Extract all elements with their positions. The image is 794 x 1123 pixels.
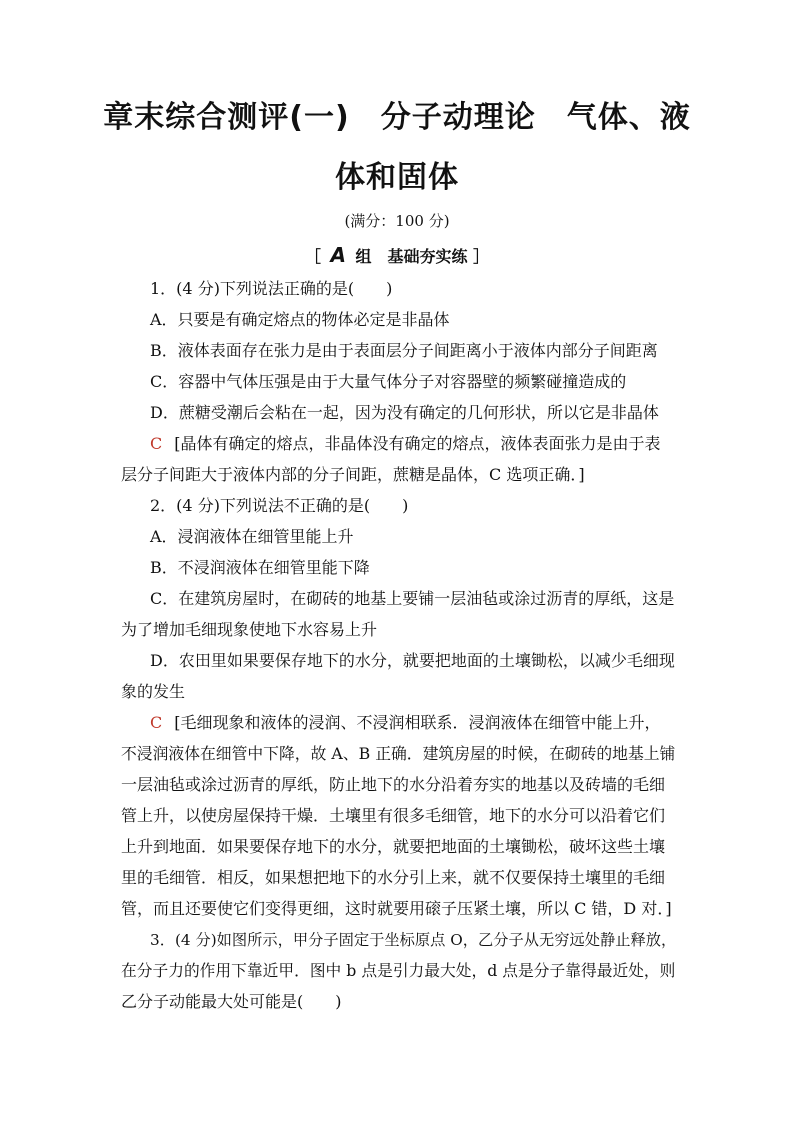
q2-option-d-line2: 象的发生 bbox=[121, 682, 186, 701]
q2-explanation-line3: 一层油毡或涂过沥青的厚纸，防止地下的水分沿着夯实的地基以及砖墙的毛细 bbox=[121, 775, 666, 794]
q1-answer: C bbox=[150, 434, 163, 453]
q2-explanation-line6: 里的毛细管．相反，如果想把地下的水分引上来，就不仅要保持土壤里的毛细 bbox=[121, 868, 666, 887]
q1-option-c: C．容器中气体压强是由于大量气体分子对容器壁的频繁碰撞造成的 bbox=[150, 372, 627, 391]
section-heading bbox=[0, 243, 794, 267]
page-title-continued: 体和固体 bbox=[335, 160, 459, 195]
q2-explanation-line7: 管，而且还要使它们变得更细，这时就要用磙子压紧土壤，所以 C 错，D 对．] bbox=[121, 899, 672, 918]
q2-option-a: A．浸润液体在细管里能上升 bbox=[150, 527, 354, 546]
q1-option-a: A．只要是有确定熔点的物体必定是非晶体 bbox=[150, 310, 450, 329]
q2-option-d: D．农田里如果要保存地下的水分，就要把地面的土壤锄松，以减少毛细现 bbox=[150, 651, 675, 670]
q1-option-d: D．蔗糖受潮后会粘在一起，因为没有确定的几何形状，所以它是非晶体 bbox=[150, 403, 659, 422]
section-bracket-left: ［ bbox=[304, 247, 321, 266]
q1-stem: 1．(4 分)下列说法正确的是( ) bbox=[150, 279, 393, 298]
q3-stem: 3．(4 分)如图所示，甲分子固定于坐标原点 O，乙分子从无穷远处静止释放， bbox=[150, 931, 677, 949]
q1-option-b: B．液体表面存在张力是由于表面层分子间距离小于液体内部分子间距离 bbox=[150, 341, 658, 360]
q2-option-c-line2: 为了增加毛细现象使地下水容易上升 bbox=[121, 620, 378, 639]
q2-option-c: C．在建筑房屋时，在砌砖的地基上要铺一层油毡或涂过沥青的厚纸，这是 bbox=[150, 589, 675, 608]
section-label: 组 基础夯实练 bbox=[355, 247, 468, 266]
q3-stem-line2: 在分子力的作用下靠近甲．图中 b 点是引力最大处，d 点是分子靠得最近处，则 bbox=[121, 961, 676, 980]
page-title: 章末综合测评(一) 分子动理论 气体、液 bbox=[103, 100, 691, 135]
q2-explanation bbox=[150, 713, 661, 733]
q3-stem-line3: 乙分子动能最大处可能是( ) bbox=[121, 992, 342, 1011]
q1-explanation bbox=[150, 434, 661, 454]
q1-explanation-text: [晶体有确定的熔点，非晶体没有确定的熔点，液体表面张力是由于表 bbox=[174, 434, 661, 453]
q2-answer: C bbox=[150, 713, 163, 732]
q2-explanation-line4: 管上升，以使房屋保持干燥．土壤里有很多毛细管，地下的水分可以沿着它们 bbox=[121, 806, 666, 825]
full-score-note: (满分：100 分) bbox=[344, 212, 450, 230]
q2-stem: 2．(4 分)下列说法不正确的是( ) bbox=[150, 496, 409, 515]
q2-option-b: B．不浸润液体在细管里能下降 bbox=[150, 558, 370, 577]
q1-explanation-line2: 层分子间距大于液体内部的分子间距，蔗糖是晶体，C 选项正确．] bbox=[121, 465, 585, 484]
q2-explanation-text: [毛细现象和液体的浸润、不浸润相联系．浸润液体在细管中能上升， bbox=[174, 713, 661, 732]
section-letter: A bbox=[330, 243, 346, 267]
q2-explanation-line2: 不浸润液体在细管中下降，故 A、B 正确．建筑房屋的时候，在砌砖的地基上铺 bbox=[121, 744, 676, 763]
q2-explanation-line5: 上升到地面．如果要保存地下的水分，就要把地面的土壤锄松，破坏这些土壤 bbox=[121, 837, 666, 856]
section-bracket-right: ］ bbox=[473, 247, 490, 266]
